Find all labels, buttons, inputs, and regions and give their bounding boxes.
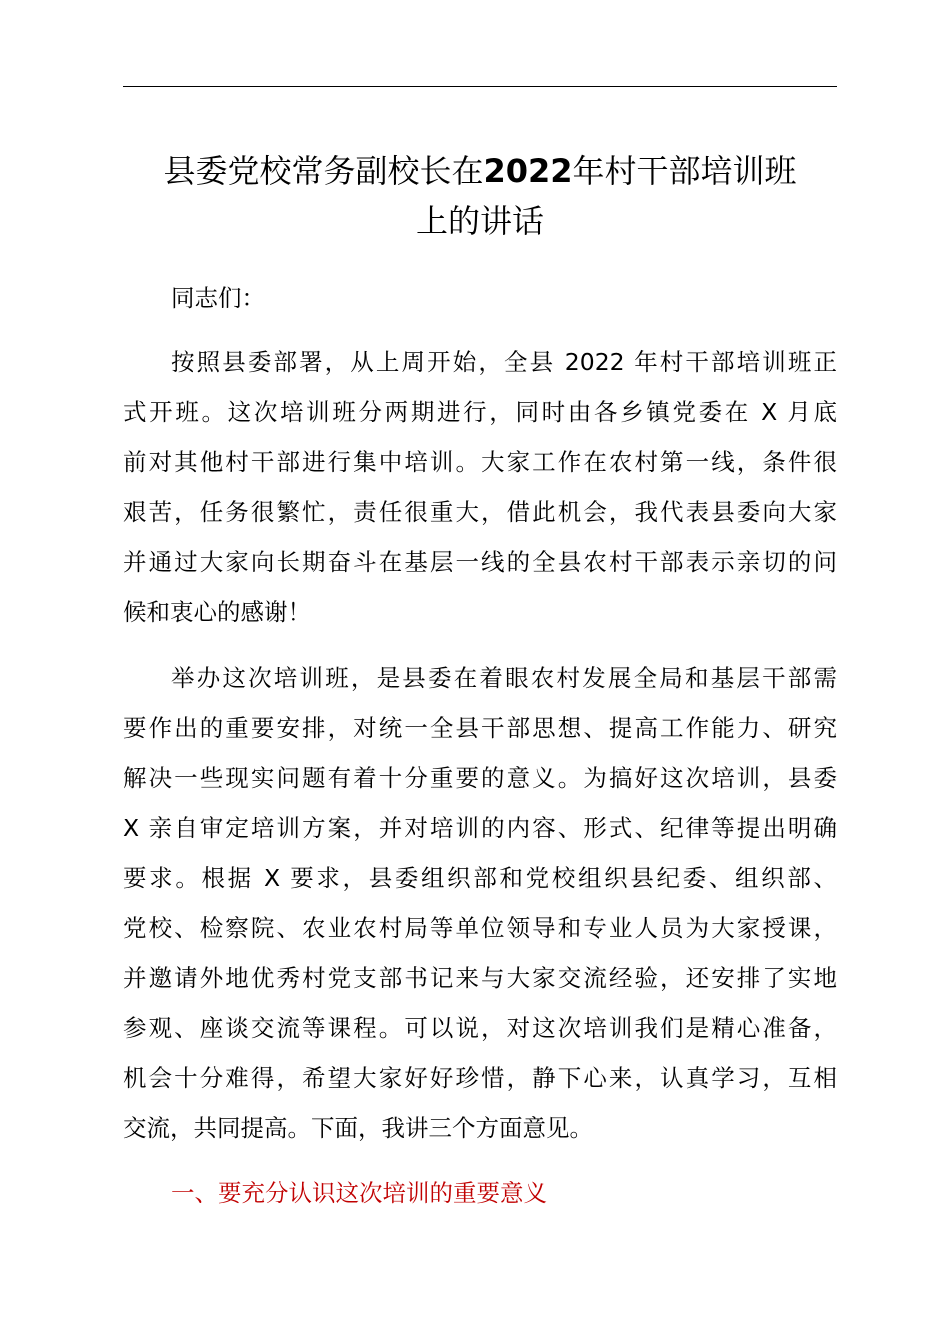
paragraph-1-line: 艰苦，任务很繁忙，责任很重大，借此机会，我代表县委向大家: [123, 498, 837, 526]
paragraph-2-line: 参观、座谈交流等课程。可以说，对这次培训我们是精心准备，: [123, 1014, 837, 1042]
paragraph-2-line: 党校、检察院、农业农村局等单位领导和专业人员为大家授课，: [123, 914, 837, 942]
document-title: [110, 146, 850, 246]
title-year: 2022: [483, 152, 573, 190]
title-text-b: 年村干部培训班: [572, 152, 797, 190]
paragraph-2-line: 要作出的重要安排，对统一全县干部思想、提高工作能力、研究: [123, 714, 837, 742]
title-line-2: 上的讲话: [415, 202, 544, 240]
paragraph-1-line: 前对其他村干部进行集中培训。大家工作在农村第一线，条件很: [123, 448, 837, 476]
title-text-a: 县委党校常务副校长在: [163, 152, 484, 190]
paragraph-1-line: 候和衷心的感谢！: [123, 598, 311, 626]
salutation: 同志们：: [171, 284, 265, 312]
paragraph-1-line: 按照县委部署，从上周开始，全县 2022 年村干部培训班正: [171, 348, 837, 376]
paragraph-2-line: X 亲自审定培训方案，并对培训的内容、形式、纪律等提出明确: [123, 814, 837, 842]
paragraph-1-line: 式开班。这次培训班分两期进行，同时由各乡镇党委在 X 月底: [123, 398, 837, 426]
paragraph-2-line: 机会十分难得，希望大家好好珍惜，静下心来，认真学习，互相: [123, 1064, 837, 1092]
paragraph-2-line: 举办这次培训班，是县委在着眼农村发展全局和基层干部需: [171, 664, 837, 692]
paragraph-2-line: 要求。根据 X 要求，县委组织部和党校组织县纪委、组织部、: [123, 864, 837, 892]
title-line-1: [110, 146, 850, 196]
paragraph-1-line: 并通过大家向长期奋斗在基层一线的全县农村干部表示亲切的问: [123, 548, 837, 576]
section-heading: 一、要充分认识这次培训的重要意义: [171, 1179, 547, 1207]
paragraph-2: [123, 653, 837, 1153]
paragraph-2-line: 交流，共同提高。下面，我讲三个方面意见。: [123, 1114, 593, 1142]
paragraph-2-line: 解决一些现实问题有着十分重要的意义。为搞好这次培训，县委: [123, 764, 837, 792]
paragraph-1: [123, 337, 837, 637]
paragraph-2-line: 并邀请外地优秀村党支部书记来与大家交流经验，还安排了实地: [123, 964, 837, 992]
header-rule: [123, 86, 837, 87]
